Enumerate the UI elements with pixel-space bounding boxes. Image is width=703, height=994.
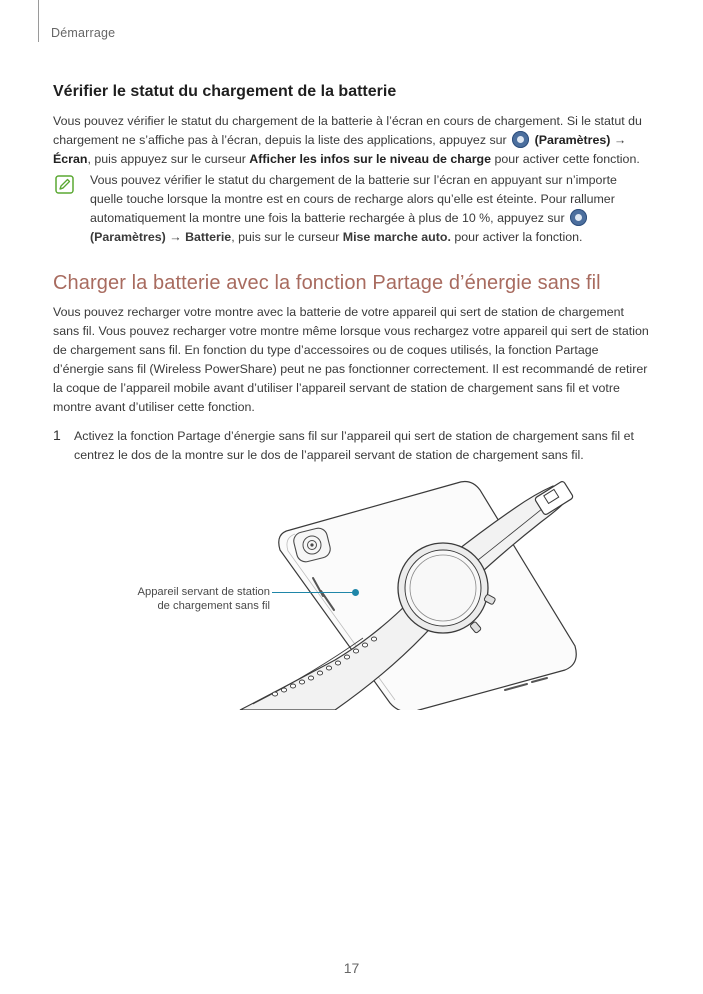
note-text-1: Vous pouvez vérifier le statut du chargement de la batterie sur l’écran en appuyant sur n’importe quelle touche lorsque la montre est en cours de recharge alors qu’elle est éteinte. Pour rallumer automatiquement la montre une fois la batterie rechargée à plus de 10 %, appuyez sur <box>90 173 617 225</box>
step-text: Activez la fonction Partage d’énergie sans fil sur l’appareil qui sert de station de chargement sans fil et centrez le dos de la montre sur le dos de l’appareil servant de station de chargement sans fil. <box>74 429 634 462</box>
callout-line-1: Appareil servant de station <box>137 586 270 598</box>
watch-on-phone-illustration <box>235 478 580 710</box>
page-number: 17 <box>343 960 360 976</box>
wireless-charger-callout-label <box>108 585 270 613</box>
section-heading-wireless-powershare: Charger la batterie avec la fonction Partage d’énergie sans fil <box>53 272 601 294</box>
section-heading-battery-status: Vérifier le statut du chargement de la batterie <box>53 83 397 100</box>
note-arrow-symbol: → <box>169 230 182 244</box>
auto-power-toggle-label: Mise marche auto. <box>342 230 451 244</box>
note-paragraph <box>90 171 630 247</box>
settings-gear-icon <box>512 131 529 148</box>
callout-leader-dot <box>352 589 359 596</box>
powershare-intro-paragraph: Vous pouvez recharger votre montre avec la batterie de votre appareil qui sert de station de chargement sans fil. Vous pouvez recharger votre montre même lorsque vous rechargez votre appareil qui sert de station de chargement sans fil. En fonction du type d’accessoires ou de coques utilisés, la fonction Partage d’énergie sans fil (Wireless PowerShare) peut ne pas fonctionner correctement. Il est recommandé de retirer la coque de l’appareil mobile avant d’utiliser l’appareil servant de station de chargement sans fil et votre montre avant d’utiliser cette fonction. <box>53 305 649 414</box>
note-icon <box>55 175 74 194</box>
note-text-2: , puis sur le curseur <box>231 230 340 244</box>
callout-leader-line <box>272 592 354 593</box>
battery-menu-label: Batterie <box>185 230 232 244</box>
arrow-symbol: → <box>613 133 627 147</box>
callout-line-2: de chargement sans fil <box>157 600 270 612</box>
battery-status-text-1: Vous pouvez vérifier le statut du chargement de la batterie à l’écran en cours de chargement. Si le statut du chargement ne s’affiche pas à l’écran, depuis la liste des applications, appuyez sur <box>53 114 642 147</box>
settings-label: (Paramètres) <box>534 133 611 147</box>
battery-status-text-2: , puis appuyez sur le curseur <box>87 152 246 166</box>
charge-info-toggle-label: Afficher les infos sur le niveau de charge <box>249 152 491 166</box>
display-menu-label: Écran <box>53 152 88 166</box>
settings-gear-icon-note <box>570 209 587 226</box>
battery-status-text-3: pour activer cette fonction. <box>494 152 640 166</box>
note-text-3: pour activer la fonction. <box>454 230 583 244</box>
step-number: 1 <box>53 427 61 443</box>
running-head: Démarrage <box>51 26 116 40</box>
note-settings-label: (Paramètres) <box>90 230 166 244</box>
margin-rule <box>38 0 39 42</box>
battery-status-paragraph <box>53 112 653 169</box>
